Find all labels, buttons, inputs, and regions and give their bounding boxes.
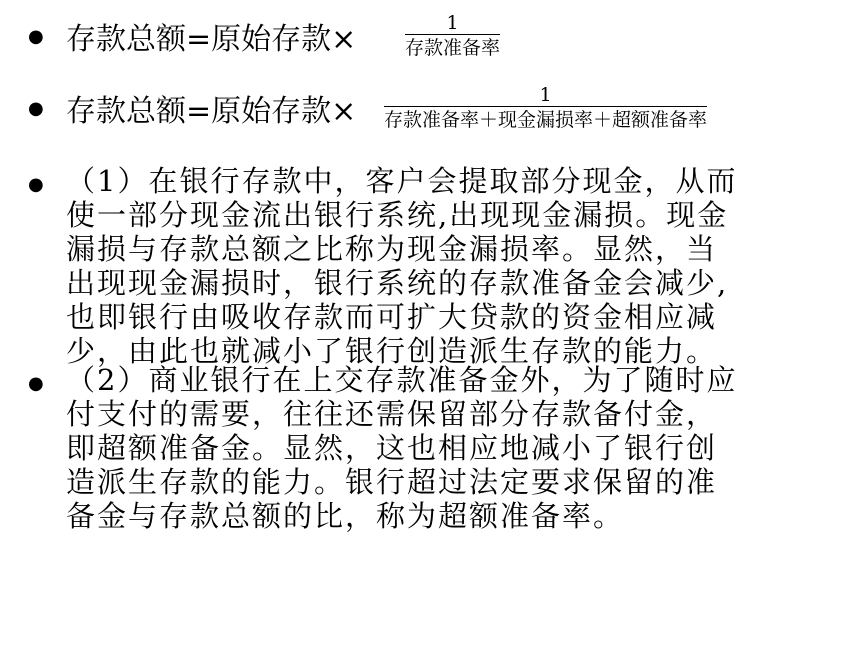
formula-2-numerator: 1 (539, 84, 552, 106)
text-line: 也即银行由吸收存款而可扩大贷款的资金相应减 (66, 300, 718, 334)
text-line: （2）商业银行在上交存款准备金外，为了随时应 (66, 363, 738, 397)
text-line: （1）在银行存款中，客户会提取部分现金，从而 (66, 164, 738, 198)
formula-2-denominator: 存款准备率＋现金漏损率＋超额准备率 (384, 109, 708, 131)
formula-1-numerator: 1 (446, 12, 459, 34)
paragraph-point-2 (66, 363, 796, 533)
formula-1-fraction (405, 12, 500, 61)
text-line: 出现现金漏损时，银行系统的存款准备金会减少, (66, 266, 729, 300)
bullet-dot: ● (28, 373, 44, 394)
formula-2-fraction (384, 84, 707, 133)
bullet-dot: ● (28, 26, 44, 47)
text-line: 少，由此也就减小了银行创造派生存款的能力。 (66, 334, 718, 368)
bullet-dot: ● (28, 98, 44, 119)
text-line: 付支付的需要，往往还需保留部分存款备付金， (66, 397, 718, 431)
formula-1-lhs: 存款总额=原始存款× (66, 22, 357, 57)
text-line: 备金与存款总额的比，称为超额准备率。 (66, 499, 625, 533)
formula-2-lhs: 存款总额=原始存款× (66, 94, 357, 129)
text-line: 即超额准备金。显然，这也相应地减小了银行创 (66, 431, 718, 465)
bullet-dot: ● (28, 174, 44, 195)
text-line: 漏损与存款总额之比称为现金漏损率。显然，当 (66, 232, 718, 266)
text-line: 造派生存款的能力。银行超过法定要求保留的准 (66, 465, 718, 499)
paragraph-point-1 (66, 164, 796, 368)
text-line: 使一部分现金流出银行系统,出现现金漏损。现金 (66, 198, 729, 232)
formula-1-denominator: 存款准备率 (405, 37, 501, 59)
